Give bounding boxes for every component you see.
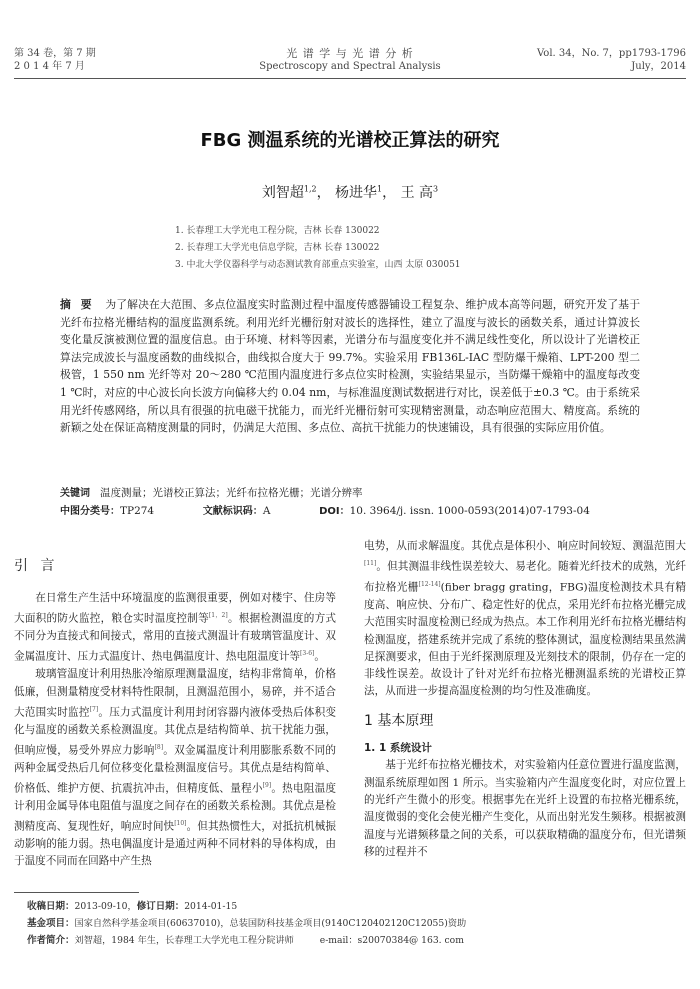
author-2: 杨进华$^1$ [335, 184, 383, 201]
header-rule [14, 78, 686, 79]
affiliation-2: 2. 长春理工大学光电信息学院，吉林 长春 130022 [175, 243, 380, 253]
header-pages: Vol. 34，No. 7，pp1793-1796 [537, 48, 686, 59]
journal-name-en: Spectroscopy and Spectral Analysis [259, 61, 441, 72]
doc-code-label: 文献标识码： [202, 506, 263, 517]
author-list: 刘智超$^{1,2}$， 杨进华$^1$， 王 高$^3$ [261, 184, 439, 201]
journal-volume-issue [14, 47, 96, 73]
footnote-dates: 收稿日期：2013-09-10，修订日期：2014-01-15 [27, 901, 238, 912]
abstract-text: 为了解决在大范围、多点位温度实时监测过程中温度传感器铺设工程复杂、维护成本高等问题，研究开发了基于光纤布拉格光栅结构的温度监测系统。利用光纤光栅衍射对波长的选择性，建立了温度与波长的函数关系，通过计算波长变化量反演被测位置的温度信息。由于环境、材料等因素，光谱分布与温度变化并不满足线性变化，所以设计了光谱校正算法完成波长与温度函数的曲线拟合，曲线拟合度大于 99.7%。实验采用 FB136L-IAC 型防爆干燥箱、LPT-200 型二极管，1 550 nm 光纤等对 20～280 ℃范围内温度进行多点位实时检测，实验结果显示，当防爆干燥箱中的温度每改变 1 ℃时，对应的中心波长向长波方向偏移大约 0.04 nm，与标准温度测试数据进行对比，误差低于±0.3 ℃。由于系统采用光纤传感网络，所以具有很强的抗电磁干扰能力，而光纤光栅衍射可实现精密测量，动态响应范围大、精度高。系统的新颖之处在保证高精度测量的同时，仍满足大范围、多点位、高抗干扰能力的快速铺设，具有很强的实际应用价值。 [60, 298, 640, 435]
abstract-label: 摘 要 [60, 298, 95, 311]
header-month: July，2014 [631, 61, 686, 72]
doi-value: 10. 3964/j. issn. 1000-0593(2014)07-1793-04 [349, 505, 590, 517]
paper-title: FBG 测温系统的光谱校正算法的研究 [200, 130, 500, 151]
clc-label: 中图分类号： [60, 506, 120, 517]
right-column [364, 538, 686, 861]
journal-name [200, 47, 500, 73]
section-1-1-heading: 1. 1 系统设计 [364, 742, 432, 755]
footnote-rule [14, 892, 139, 893]
doi-label: DOI： [319, 506, 350, 517]
intro-paragraph-2: 玻璃管温度计利用热胀冷缩原理测量温度，结构非常简单，价格低廉，但测量精度受材料特性限制，且测温范围小，易碎，并不适合大范围实时监控[7]。压力式温度计利用封闭容器内液体受热后体积变化与温度的函数关系检测温度。其优点是结构简单、抗干扰能力强，但响应慢，易受外界应力影响[8]。双金属温度计利用膨胀系数不同的两种金属受热后几何位移变化量检测温度信号。其优点是结构简单、价格低、维护方便、抗震抗冲击，但精度低、量程小[9]。热电阻温度计利用金属导体电阻值与温度之间存在的函数关系检测。其优点是检测精度高、复现性好，响应时间快[10]。但其热惯性大，对抵抗机械振动影响的能力弱。热电偶温度计是通过两种不同材料的导体构成，由于温度不同而在回路中产生热 [14, 668, 337, 868]
footnote-fund: 基金项目：国家自然科学基金项目(60637010)，总装国防科技基金项目(9140C120402120C12055)资助 [27, 918, 467, 929]
intro-paragraph-1: 在日常生产生活中环境温度的监测很重要，例如对楼宇、住房等大面积的防火监控，粮仓实时温度控制等[1，2]。根据检测温度的方式不同分为直接式和间接式，常用的直接式测温计有玻璃管温度计、双金属温度计、压力式温度计、热电偶温度计、热电阻温度计等[3-6]。 [14, 592, 337, 663]
footnote-bio: 作者简介：刘智超，1984 年生，长春理工大学光电工程分院讲师 e-mail：s20070384@ 163. com [27, 935, 464, 946]
keywords-label: 关键词 [60, 488, 90, 499]
classification-line [60, 503, 660, 520]
journal-name-cn: 光 谱 学 与 光 谱 分 析 [286, 47, 414, 60]
affiliation-1: 1. 长春理工大学光电工程分院，吉林 长春 130022 [175, 226, 380, 236]
left-column [14, 590, 336, 871]
keywords-text: 温度测量；光谱校正算法；光纤布拉格光栅；光谱分辨率 [100, 487, 363, 499]
right-paragraph-2: 基于光纤布拉格光栅技术，对实验箱内任意位置进行温度监测，测温系统原理如图 1 所示。当实验箱内产生温度变化时，对应位置上的光纤产生微小的形变。根据事先在光纤上设置的布拉格光栅系统，温度微弱的变化会使光栅产生变化，从而出射光发生频移。根据被测温度与光谱频移量之间的关系，可以获取精确的温度分布，但光谱频移的过程并不 [364, 759, 686, 858]
header-date: 2 0 1 4 年 7 月 [14, 61, 85, 72]
keywords [60, 485, 660, 502]
right-paragraph-1: 电势，从而求解温度。其优点是体积小、响应时间较短、测温范围大[11]。但其测温非线性误差较大、易老化。随着光纤技术的成熟，光纤布拉格光栅[12-14](fiber bragg grating，FBG)温度检测技术具有精度高、响应快、分布广、稳定性好的优点，采用光纤布拉格光栅完成大范围实时温度检测已经成为热点。本工作利用光纤布拉格光栅结构检测温度，搭建系统并完成了系统的整体测试，温度检测结果虽然满足探测要求，但由于光纤探测原理及光刻技术的限制，仍存在一定的非线性误差。故设计了针对光纤布拉格光栅测温系统的光谱校正算法，从而进一步提高温度检测的均匀性及准确度。 [364, 540, 686, 698]
abstract [60, 296, 640, 437]
journal-pages [537, 47, 686, 73]
doc-code-value: A [262, 505, 271, 517]
affiliation-3: 3. 中北大学仪器科学与动态测试教育部重点实验室，山西 太原 030051 [175, 260, 461, 270]
section-intro-heading: 引 言 [14, 558, 59, 574]
section-1-heading: 1 基本原理 [364, 712, 434, 729]
author-3: 王 高$^3$ [400, 184, 439, 201]
header-volume: 第 34 卷，第 7 期 [14, 48, 96, 59]
author-1: 刘智超$^{1,2}$ [261, 184, 317, 201]
author-email: e-mail：s20070384@ 163. com [319, 935, 464, 946]
footnotes [27, 898, 667, 949]
clc-value: TP274 [120, 505, 155, 517]
